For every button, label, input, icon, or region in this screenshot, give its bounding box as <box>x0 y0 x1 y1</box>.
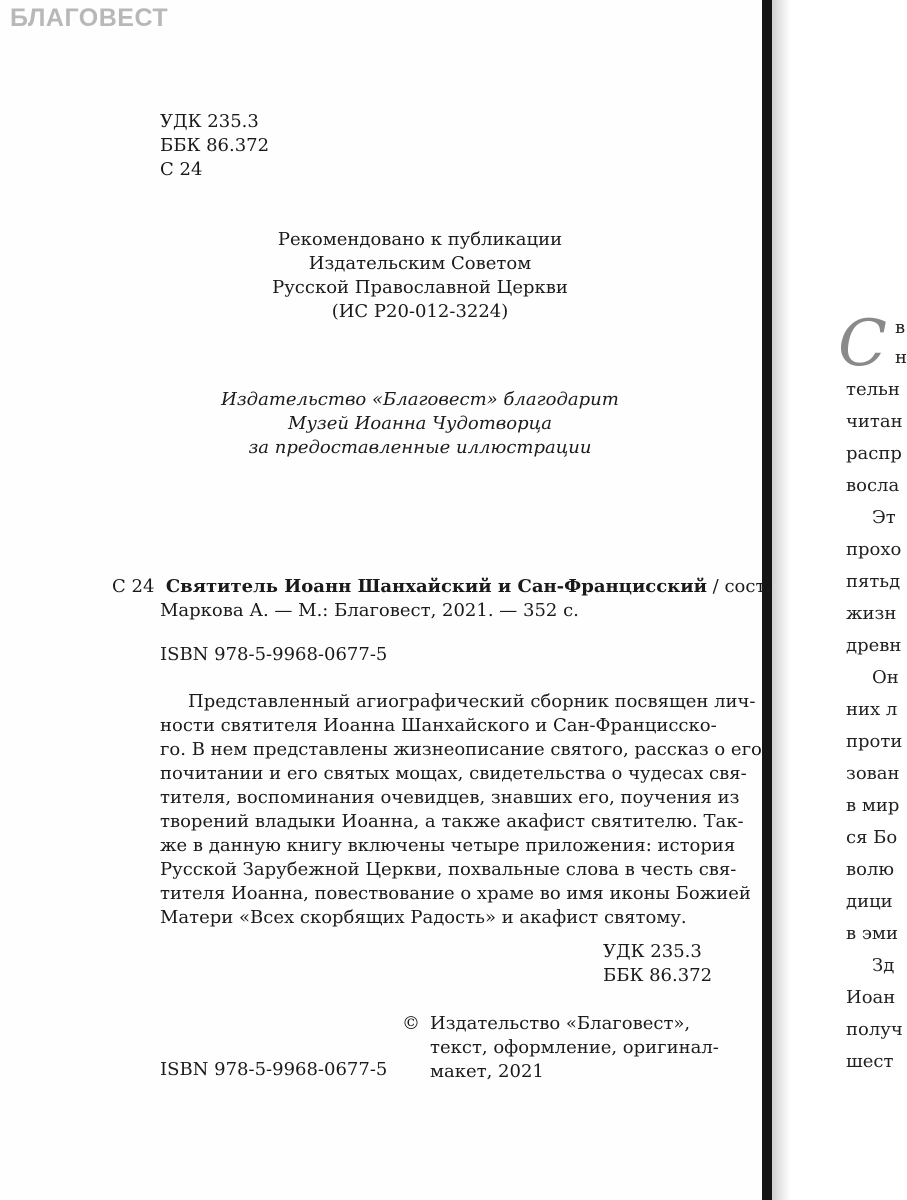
right-page-line: получ <box>846 1019 903 1040</box>
book-title: Святитель Иоанн Шанхайский и Сан-Францисский <box>165 576 707 597</box>
right-page-line: Он <box>872 667 899 688</box>
right-page-line: в <box>895 317 906 338</box>
right-page-line: пятьд <box>846 571 901 592</box>
classification-codes-bottom <box>603 940 712 988</box>
abstract-line: Матери «Всех скорбящих Радость» и акафист святому. <box>160 907 687 928</box>
entry-code: С 24 <box>112 576 155 597</box>
abstract-line: Представленный агиографический сборник посвящен лич- <box>188 691 756 712</box>
right-page-line: жизн <box>846 603 897 624</box>
right-page-line: Иоан <box>846 987 896 1008</box>
abstract-line: ности святителя Иоанна Шанхайского и Сан-Францисско- <box>160 715 717 736</box>
thanks-line: за предоставленные иллюстрации <box>248 437 592 458</box>
bbk-code: ББК 86.372 <box>160 135 270 156</box>
recommendation-block <box>160 228 680 324</box>
right-page-line: в эми <box>846 923 898 944</box>
right-page-line: проти <box>846 731 903 752</box>
right-page-line: тельн <box>846 379 900 400</box>
abstract <box>160 690 762 930</box>
isbn-line: ISBN 978-5-9968-0677-5 <box>160 644 388 665</box>
right-page-line: дици <box>846 891 893 912</box>
right-page-line: них л <box>846 699 898 720</box>
isbn-line-bottom: ISBN 978-5-9968-0677-5 <box>160 1059 388 1080</box>
author-mark: С 24 <box>160 159 203 180</box>
copyright-line: Издательство «Благовест», <box>430 1013 691 1034</box>
right-page-line: Зд <box>872 955 895 976</box>
right-page-line: зован <box>846 763 900 784</box>
abstract-line: го. В нем представлены жизнеописание святого, рассказ о его <box>160 739 762 760</box>
udk-code: УДК 235.3 <box>160 111 259 132</box>
right-page-line: прохо <box>846 539 902 560</box>
drop-cap: С <box>838 307 887 381</box>
classification-codes-top <box>160 110 269 182</box>
bibliographic-entry <box>112 575 772 623</box>
right-page-line: в мир <box>846 795 900 816</box>
spine-shadow <box>772 0 790 1200</box>
right-page-line: древн <box>846 635 902 656</box>
thanks-line: Музей Иоанна Чудотворца <box>288 413 552 434</box>
right-page-fragment <box>790 0 907 1200</box>
recommendation-line: Издательским Советом <box>308 253 532 274</box>
copyright-icon: © <box>402 1013 420 1034</box>
right-page-line: волю <box>846 859 895 880</box>
right-page-line: читан <box>846 411 903 432</box>
book-spine <box>762 0 772 1200</box>
udk-code: УДК 235.3 <box>603 941 702 962</box>
entry-compiler-prefix: / сост. <box>706 576 772 597</box>
recommendation-line: Рекомендовано к публикации <box>277 229 563 250</box>
abstract-line: Русской Зарубежной Церкви, похвальные слова в честь свя- <box>160 859 737 880</box>
thanks-line: Издательство «Благовест» благодарит <box>221 389 619 410</box>
recommendation-line: (ИС Р20-012-3224) <box>331 301 509 322</box>
right-page-line: распр <box>846 443 902 464</box>
abstract-line: тителя Иоанна, повествование о храме во имя иконы Божией <box>160 883 751 904</box>
abstract-line: творений владыки Иоанна, а также акафист святителю. Так- <box>160 811 744 832</box>
bbk-code: ББК 86.372 <box>603 965 713 986</box>
thanks-block <box>160 388 680 460</box>
abstract-line: же в данную книгу включены четыре приложения: история <box>160 835 736 856</box>
right-page-line: Эт <box>872 507 896 528</box>
abstract-line: тителя, воспоминания очевидцев, знавших его, поучения из <box>160 787 740 808</box>
recommendation-line: Русской Православной Церкви <box>272 277 568 298</box>
entry-publication-info: Маркова А. — М.: Благовест, 2021. — 352 с. <box>160 600 579 621</box>
publisher-watermark: БЛАГОВЕСТ <box>10 4 169 32</box>
abstract-line: почитании и его святых мощах, свидетельства о чудесах свя- <box>160 763 747 784</box>
copyright-notice <box>430 1012 719 1084</box>
right-page-line: н <box>895 347 907 368</box>
copyright-line: текст, оформление, оригинал- <box>430 1037 719 1058</box>
right-page-line: шест <box>846 1051 894 1072</box>
right-page-line: восла <box>846 475 900 496</box>
copyright-line: макет, 2021 <box>430 1061 544 1082</box>
right-page-line: ся Бо <box>846 827 898 848</box>
